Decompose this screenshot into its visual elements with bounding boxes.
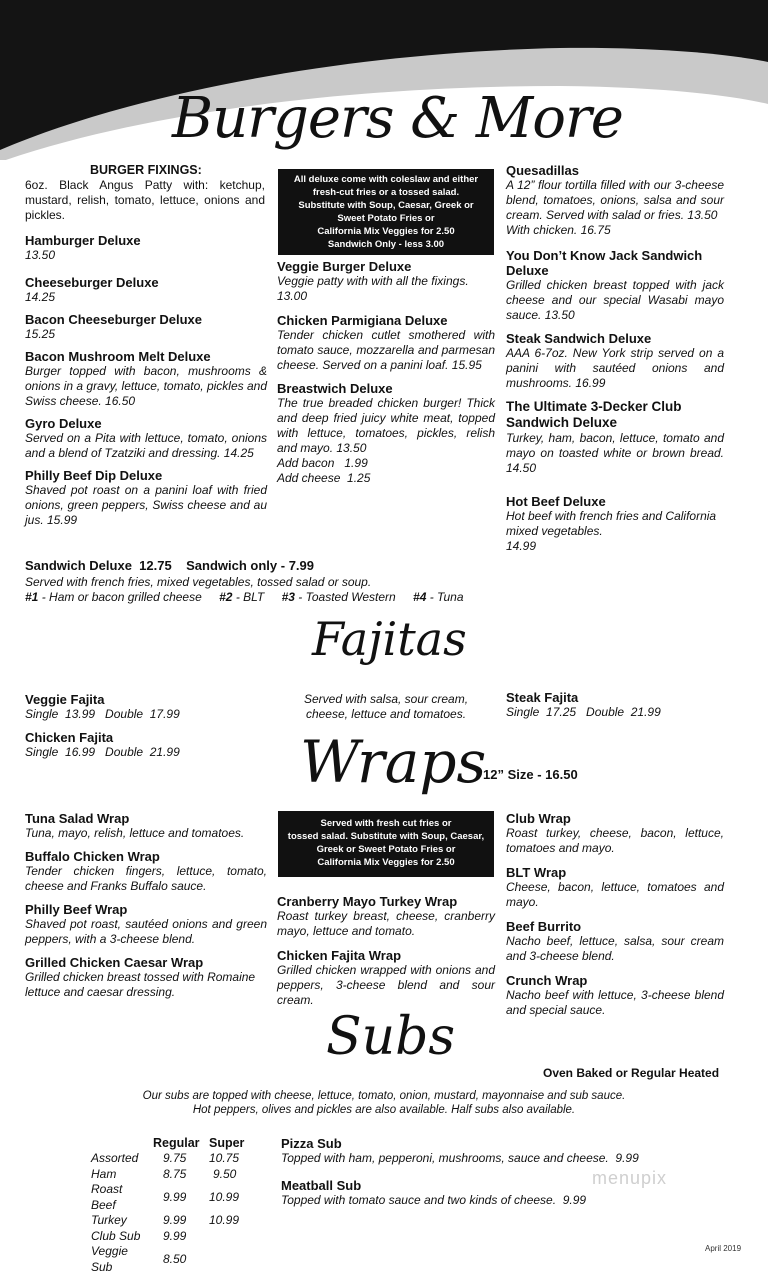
sandwich-deluxe-desc: Served with french fries, mixed vegetables, tossed salad or soup. bbox=[25, 575, 372, 589]
sub-regular-price: 9.99 bbox=[163, 1189, 187, 1204]
menu-item bbox=[25, 275, 267, 305]
menu-item bbox=[277, 948, 495, 1008]
item-name: Cheeseburger Deluxe bbox=[25, 275, 159, 290]
menu-item bbox=[506, 399, 724, 476]
item-desc: The true breaded chicken burger! Thick and deep fried juicy white meat, topped with lettuce, tomatoes, pickles, relish and mayo. 13.50 bbox=[277, 396, 495, 455]
wraps-right-column bbox=[506, 811, 724, 1018]
item-desc: Cheese, bacon, lettuce, tomatoes and mayo. bbox=[506, 880, 724, 909]
item-name: Steak Sandwich Deluxe bbox=[506, 331, 652, 346]
menu-item bbox=[506, 163, 724, 238]
sandwich-options bbox=[25, 590, 464, 605]
option bbox=[25, 590, 202, 604]
item-desc: Veggie patty with with all the fixings. 13.00 bbox=[277, 274, 469, 303]
sub-name: Assorted bbox=[91, 1151, 139, 1165]
addon-cheese: Add cheese 1.25 bbox=[277, 471, 371, 485]
intro-line: Hot peppers, olives and pickles are also available. Half subs also available. bbox=[192, 1104, 576, 1116]
item-name: Crunch Wrap bbox=[506, 973, 588, 988]
item-desc: A 12” flour tortilla filled with our 3-cheese blend, tomatoes, onions, salsa and sour cream. Served with salad or fries. 13.50 bbox=[506, 178, 724, 222]
item-name: Gyro Deluxe bbox=[25, 416, 102, 431]
box-line: Greek or Sweet Potato Fries or bbox=[316, 844, 456, 855]
item-name: Grilled Chicken Caesar Wrap bbox=[25, 955, 204, 970]
box-line: All deluxe come with coleslaw and either bbox=[293, 174, 479, 185]
box-line: Sandwich Only - less 3.00 bbox=[327, 239, 445, 250]
column-header: Super bbox=[209, 1136, 245, 1150]
menu-item bbox=[506, 494, 724, 554]
box-line: Served with fresh cut fries or bbox=[320, 818, 452, 829]
menu-item bbox=[25, 233, 267, 263]
fajita-steak bbox=[506, 690, 661, 720]
item-name: Steak Fajita bbox=[506, 690, 579, 705]
addon-bacon: Add bacon 1.99 bbox=[277, 456, 368, 470]
option bbox=[282, 590, 396, 604]
item-name: Chicken Parmigiana Deluxe bbox=[277, 313, 448, 328]
box-line: tossed salad. Substitute with Soup, Caesar, bbox=[287, 831, 485, 842]
sub-name: Veggie Sub bbox=[91, 1244, 128, 1274]
item-name: Buffalo Chicken Wrap bbox=[25, 849, 160, 864]
subs-intro bbox=[90, 1089, 678, 1117]
item-price: 14.99 bbox=[506, 539, 537, 553]
item-name: Hamburger Deluxe bbox=[25, 233, 141, 248]
watermark: menupix bbox=[592, 1168, 668, 1188]
menu-item bbox=[277, 381, 495, 486]
menu-item bbox=[277, 313, 495, 373]
item-price: 15.25 bbox=[25, 327, 56, 341]
option-number: #1 bbox=[25, 590, 39, 604]
item-desc: Hot beef with french fries and California mixed vegetables. bbox=[506, 509, 717, 538]
item-name: Hot Beef Deluxe bbox=[506, 494, 606, 509]
box-line: California Mix Veggies for 2.50 bbox=[317, 857, 455, 868]
menu-item bbox=[25, 849, 267, 894]
sub-super-price bbox=[209, 1229, 248, 1245]
item-name: Veggie Burger Deluxe bbox=[277, 259, 412, 274]
item-price: Single 17.25 Double 21.99 bbox=[506, 705, 661, 719]
sandwich-deluxe-title: Sandwich Deluxe 12.75 Sandwich only - 7.99 bbox=[25, 558, 314, 573]
wraps-left-column bbox=[25, 811, 267, 1000]
burger-fixings-heading: BURGER FIXINGS: bbox=[90, 163, 202, 177]
table-row bbox=[91, 1182, 248, 1213]
item-name: Philly Beef Dip Deluxe bbox=[25, 468, 163, 483]
burgers-middle-column bbox=[277, 259, 495, 486]
intro-line: Our subs are topped with cheese, lettuce, tomato, onion, mustard, mayonnaise and sub sauce. bbox=[142, 1090, 626, 1102]
item-desc: Tuna, mayo, relish, lettuce and tomatoes. bbox=[25, 826, 245, 840]
table-row bbox=[91, 1151, 248, 1167]
menu-item bbox=[277, 259, 495, 304]
item-name: Chicken Fajita Wrap bbox=[277, 948, 402, 963]
box-line: Sweet Potato Fries or bbox=[337, 213, 435, 224]
option-text: - Toasted Western bbox=[294, 590, 396, 604]
sub-regular-price: 8.50 bbox=[163, 1251, 187, 1266]
option-text: - Ham or bacon grilled cheese bbox=[38, 590, 202, 604]
sub-name: Turkey bbox=[91, 1213, 127, 1227]
item-name: Bacon Cheeseburger Deluxe bbox=[25, 312, 203, 327]
item-desc: Topped with ham, pepperoni, mushrooms, sauce and cheese. 9.99 bbox=[281, 1151, 639, 1165]
item-name: Beef Burrito bbox=[506, 919, 582, 934]
menu-item bbox=[25, 468, 267, 528]
item-desc: Turkey, ham, bacon, lettuce, tomato and mayo on toasted white or brown bread. 14.50 bbox=[506, 431, 724, 475]
item-name: BLT Wrap bbox=[506, 865, 567, 880]
wraps-size-price: 12” Size - 16.50 bbox=[483, 767, 578, 782]
subs-price-table bbox=[91, 1136, 248, 1275]
item-name: Meatball Sub bbox=[281, 1178, 362, 1193]
wraps-title: Wraps bbox=[300, 728, 487, 796]
sub-super-price: 9.50 bbox=[213, 1166, 237, 1181]
item-name: Veggie Fajita bbox=[25, 692, 105, 707]
table-row bbox=[91, 1229, 248, 1245]
item-name: Quesadillas bbox=[506, 163, 579, 178]
pizza-sub bbox=[281, 1136, 701, 1166]
subs-title: Subs bbox=[326, 1007, 456, 1067]
burgers-right-column bbox=[506, 163, 724, 554]
table-header-row bbox=[91, 1136, 248, 1151]
wraps-middle-column bbox=[277, 894, 495, 1008]
item-desc: Tender chicken fingers, lettuce, tomato, cheese and Franks Buffalo sauce. bbox=[25, 864, 267, 893]
wraps-info-box bbox=[278, 811, 494, 877]
menu-item bbox=[25, 902, 267, 947]
item-desc: Burger topped with bacon, mushrooms & onions in a gravy, lettuce, tomato, pickles and Swiss cheese. 16.50 bbox=[25, 364, 267, 408]
note-line: cheese, lettuce and tomatoes. bbox=[305, 707, 467, 721]
item-price: Single 13.99 Double 17.99 bbox=[25, 707, 180, 721]
item-desc: Roast turkey, cheese, bacon, lettuce, tomatoes and mayo. bbox=[506, 826, 724, 855]
item-name: Club Wrap bbox=[506, 811, 571, 826]
item-desc: Tender chicken cutlet smothered with tomato sauce, mozzarella and parmesan cheese. Served on a panini loaf. 15.95 bbox=[277, 328, 495, 372]
menu-item bbox=[25, 416, 267, 461]
box-line: fresh-cut fries or a tossed salad. bbox=[312, 187, 460, 198]
item-name: You Don’t Know Jack Sandwich Deluxe bbox=[506, 248, 703, 278]
box-line: California Mix Veggies for 2.50 bbox=[317, 226, 455, 237]
option-text: - Tuna bbox=[426, 590, 464, 604]
menu-item bbox=[277, 894, 495, 939]
table-row bbox=[91, 1213, 248, 1229]
fajita-veggie bbox=[25, 692, 180, 722]
menu-item bbox=[25, 811, 267, 841]
sub-name: Ham bbox=[91, 1166, 117, 1181]
sub-super-price: 10.99 bbox=[209, 1189, 240, 1204]
item-desc: Shaved pot roast on a panini loaf with fried onions, green peppers, Swiss cheese and au jus. 15.99 bbox=[25, 483, 267, 527]
menu-item bbox=[506, 248, 724, 323]
burger-fixings-text: 6oz. Black Angus Patty with: ketchup, mustard, relish, tomato, lettuce, onions and pickles. bbox=[25, 178, 265, 222]
box-line: Substitute with Soup, Caesar, Greek or bbox=[298, 200, 474, 211]
item-name: The Ultimate 3-Decker Club Sandwich Deluxe bbox=[506, 399, 682, 430]
subs-heat-note: Oven Baked or Regular Heated bbox=[543, 1066, 720, 1080]
sub-name: Club Sub bbox=[91, 1228, 141, 1243]
sub-super-price bbox=[209, 1244, 248, 1275]
deluxe-info-box bbox=[278, 169, 494, 255]
item-price: 14.25 bbox=[25, 290, 56, 304]
option-number: #4 bbox=[413, 590, 427, 604]
sub-super-price: 10.99 bbox=[209, 1213, 240, 1227]
menu-item bbox=[25, 955, 267, 1000]
menu-item bbox=[506, 865, 724, 910]
item-name: Chicken Fajita bbox=[25, 730, 114, 745]
item-desc: Nacho beef with lettuce, 3-cheese blend and special sauce. bbox=[506, 988, 724, 1017]
option bbox=[219, 590, 264, 604]
menu-item bbox=[25, 312, 267, 342]
sub-regular-price: 9.99 bbox=[163, 1213, 187, 1227]
menu-item bbox=[25, 349, 267, 409]
footer-date: April 2019 bbox=[705, 1244, 742, 1253]
item-desc: Topped with tomato sauce and two kinds of cheese. 9.99 bbox=[281, 1193, 587, 1207]
page-title: Burgers & More bbox=[172, 86, 623, 151]
item-desc: Grilled chicken breast tossed with Romaine lettuce and caesar dressing. bbox=[25, 970, 256, 999]
burgers-left-column bbox=[25, 233, 267, 528]
item-name: Bacon Mushroom Melt Deluxe bbox=[25, 349, 211, 364]
sub-regular-price: 8.75 bbox=[163, 1166, 187, 1181]
item-name: Breastwich Deluxe bbox=[277, 381, 393, 396]
option-text: - BLT bbox=[232, 590, 265, 604]
table-row bbox=[91, 1244, 248, 1275]
menu-item bbox=[506, 973, 724, 1018]
fajita-chicken bbox=[25, 730, 180, 760]
option-number: #2 bbox=[219, 590, 233, 604]
item-desc: Grilled chicken breast topped with jack cheese and our special Wasabi mayo sauce. 13.50 bbox=[506, 278, 724, 322]
fajitas-note bbox=[286, 692, 486, 722]
item-desc: AAA 6-7oz. New York strip served on a panini with sautéed onions and mushrooms. 16.99 bbox=[506, 346, 724, 390]
item-desc: Shaved pot roast, sautéed onions and green peppers, with a 3-cheese blend. bbox=[25, 917, 267, 946]
note-line: Served with salsa, sour cream, bbox=[303, 692, 469, 706]
menu-item bbox=[506, 919, 724, 964]
item-name: Pizza Sub bbox=[281, 1136, 342, 1151]
option bbox=[413, 590, 463, 604]
option-number: #3 bbox=[281, 590, 295, 604]
menu-item bbox=[506, 331, 724, 391]
sub-regular-price: 9.99 bbox=[163, 1228, 187, 1243]
column-header bbox=[91, 1136, 153, 1151]
sub-regular-price: 9.75 bbox=[163, 1151, 187, 1165]
sub-name: Roast Beef bbox=[91, 1182, 123, 1212]
item-desc: Grilled chicken wrapped with onions and peppers, 3-cheese blend and sour cream. bbox=[277, 963, 495, 1007]
item-price: Single 16.99 Double 21.99 bbox=[25, 745, 180, 759]
table-row bbox=[91, 1167, 248, 1183]
item-price: 13.50 bbox=[25, 248, 56, 262]
item-name: Cranberry Mayo Turkey Wrap bbox=[277, 894, 458, 909]
item-desc: Nacho beef, lettuce, salsa, sour cream and 3-cheese blend. bbox=[506, 934, 724, 963]
item-name: Tuna Salad Wrap bbox=[25, 811, 130, 826]
item-desc-extra: With chicken. 16.75 bbox=[506, 223, 611, 237]
column-header: Regular bbox=[153, 1136, 200, 1150]
item-desc: Served on a Pita with lettuce, tomato, onions and a blend of Tzatziki and dressing. 14.25 bbox=[25, 431, 267, 460]
item-name: Philly Beef Wrap bbox=[25, 902, 128, 917]
fajitas-title: Fajitas bbox=[312, 612, 467, 666]
item-desc: Roast turkey breast, cheese, cranberry mayo, lettuce and tomato. bbox=[277, 909, 495, 938]
menu-item bbox=[506, 811, 724, 856]
sub-super-price: 10.75 bbox=[209, 1151, 240, 1165]
